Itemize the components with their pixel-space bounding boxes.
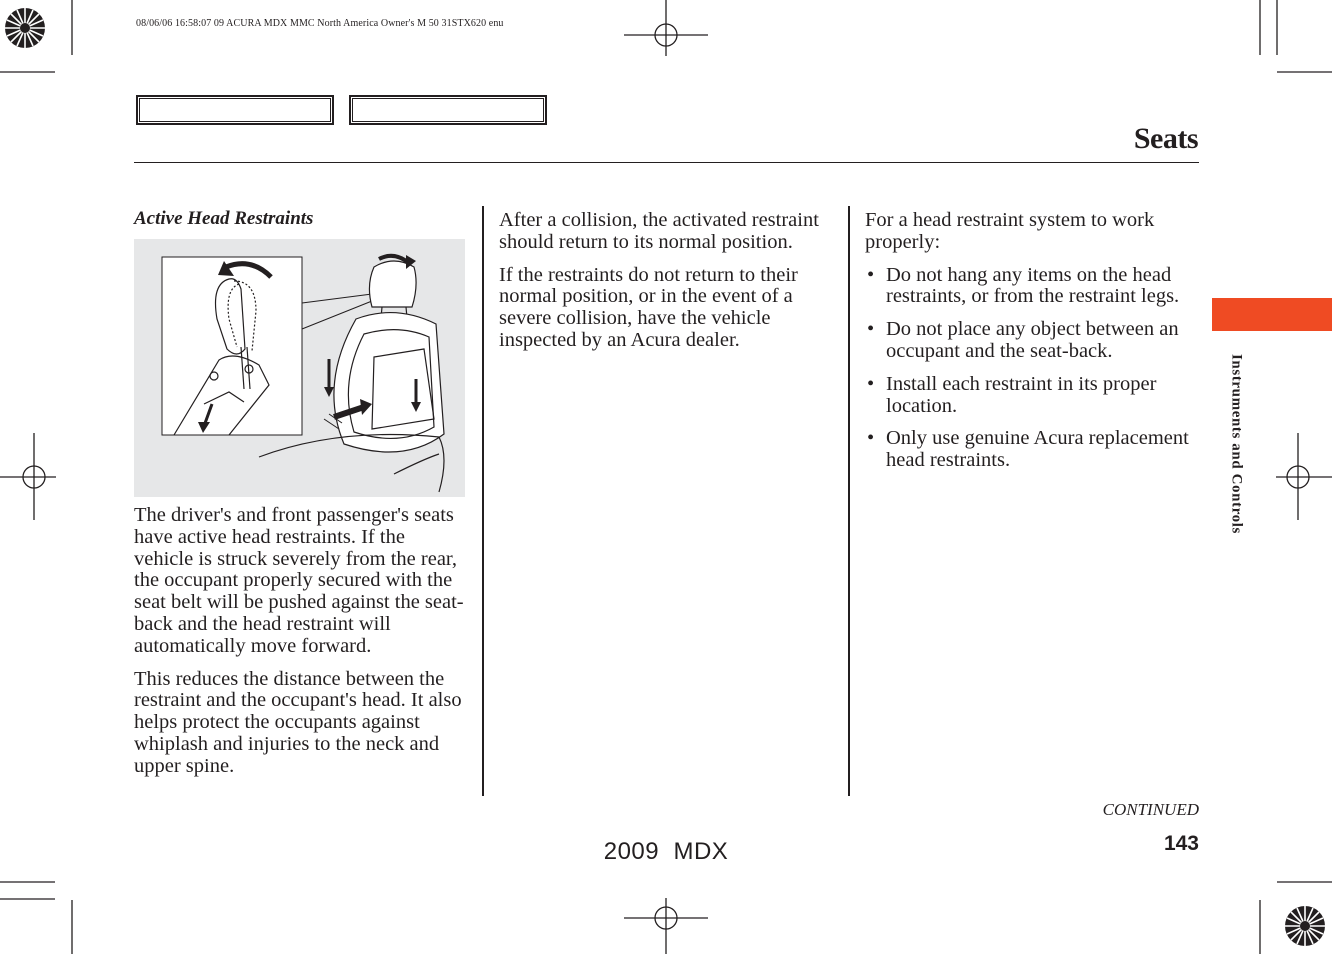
header-rule — [134, 162, 1199, 163]
list-item: • Do not hang any items on the head restraints, or from the restraint legs. — [865, 265, 1203, 309]
model-footer: 2009 MDX — [603, 838, 729, 865]
nav-button-previous[interactable] — [136, 95, 334, 125]
restraint-guidelines-list — [865, 265, 1203, 472]
column-divider — [848, 206, 850, 796]
print-metadata: 08/06/06 16:58:07 09 ACURA MDX MMC North America Owner's M 50 31STX620 enu — [136, 18, 504, 29]
column-1-body — [134, 505, 469, 789]
page-title: Seats — [1133, 122, 1198, 155]
paragraph: If the restraints do not return to their normal position, or in the event of a severe collision, have the vehicle inspected by an Acura dealer. — [499, 263, 798, 351]
list-item: • Only use genuine Acura replacement head restraints. — [865, 428, 1203, 472]
list-item: • Do not place any object between an occupant and the seat-back. — [865, 319, 1203, 363]
paragraph: After a collision, the activated restraint should return to its normal position. — [499, 209, 819, 253]
section-tab[interactable] — [1212, 298, 1332, 331]
intro-paragraph: For a head restraint system to work properly: — [865, 209, 1155, 253]
nav-button-next[interactable] — [349, 95, 547, 125]
column-2-body — [499, 210, 834, 363]
list-item: • Install each restraint in its proper location. — [865, 374, 1203, 418]
page-number: 143 — [1163, 832, 1199, 855]
column-divider — [482, 206, 484, 796]
subheading: Active Head Restraints — [134, 208, 314, 229]
paragraph: This reduces the distance between the restraint and the occupant's head. It also helps protect the occupants against whiplash and injuries to the neck and upper spine. — [134, 667, 462, 777]
paragraph: The driver's and front passenger's seats have active head restraints. If the vehicle is struck severely from the rear, the occupant properly secured with the seat belt will be pushed against the seat-back and the head restraint will automatically move forward. — [134, 504, 464, 657]
section-tab-label: Instruments and Controls — [1228, 354, 1245, 534]
column-3-body — [865, 210, 1203, 483]
continued-label: CONTINUED — [1102, 800, 1199, 819]
head-restraint-illustration — [134, 239, 465, 497]
